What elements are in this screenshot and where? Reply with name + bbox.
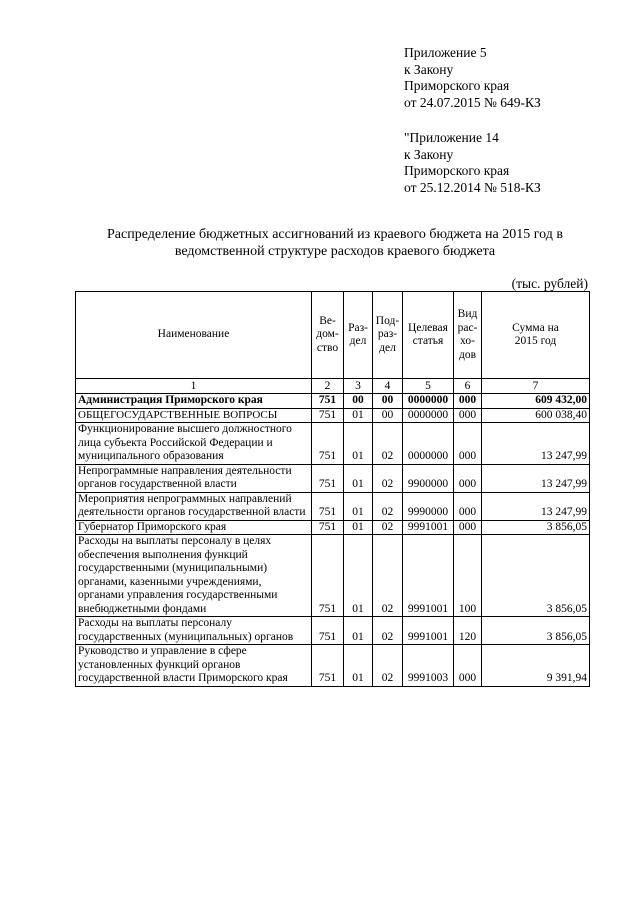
row-ved: 751 [312,423,344,465]
appendix-line: Приморского края [404,163,510,178]
header-vid: Вид рас- хо- дов [454,292,482,379]
header-target: Целевая статья [403,292,454,379]
row-razdel: 00 [344,394,373,409]
title-line: Распределение бюджетных ассигнований из краевого бюджета на 2015 год в [107,227,563,242]
row-ved: 751 [312,408,344,423]
column-number: 2 [312,379,344,394]
row-name: Руководство и управление в сфере установленных функций органов государственной власти Приморского края [76,645,312,687]
row-target: 9991001 [403,520,454,535]
row-name: Функционирование высшего должностного лица субъекта Российской Федерации и муниципального образования [76,423,312,465]
row-name: Расходы на выплаты персоналу государственных (муниципальных) органов [76,617,312,645]
column-number: 7 [482,379,590,394]
table-row [76,520,590,535]
row-vid: 000 [454,408,482,423]
column-number: 1 [76,379,312,394]
row-razdel: 01 [344,423,373,465]
appendix-line: к Закону [404,146,454,162]
row-name: Непрограммные направления деятельности органов государственной власти [76,464,312,492]
row-sum: 3 856,05 [482,535,590,617]
row-podrazdel: 02 [373,423,403,465]
row-ved: 751 [312,645,344,687]
row-name: Расходы на выплаты персоналу в целях обеспечения выполнения функций государственными (муниципальными) органами, казенными учреждениями, органами управления государственными внебюджетными фондами [76,535,312,617]
table-header-row [76,292,590,379]
appendix-current-block [404,45,541,111]
row-vid: 120 [454,617,482,645]
row-ved: 751 [312,617,344,645]
row-podrazdel: 02 [373,645,403,687]
row-sum: 600 038,40 [482,408,590,423]
header-ved: Ве- дом- ство [312,292,344,379]
row-razdel: 01 [344,645,373,687]
row-razdel: 01 [344,408,373,423]
table-row [76,617,590,645]
row-sum: 609 432,00 [482,394,590,409]
column-number: 4 [373,379,403,394]
header-name: Наименование [76,292,312,379]
appendix-line: Приложение 5 [404,45,487,60]
row-name: Мероприятия непрограммных направлений деятельности органов государственной власти [76,492,312,520]
row-ved: 751 [312,492,344,520]
row-razdel: 01 [344,520,373,535]
appendix-line: к Закону [404,61,454,77]
document-title [70,226,600,260]
appendix-line: от 24.07.2015 № 649-КЗ [404,94,541,110]
row-sum: 13 247,99 [482,423,590,465]
appendix-line: от 25.12.2014 № 518-КЗ [404,179,541,195]
row-name: Губернатор Приморского края [76,520,312,535]
appendix-line: Приморского края [404,78,510,93]
row-razdel: 01 [344,617,373,645]
row-ved: 751 [312,394,344,409]
column-number: 5 [403,379,454,394]
row-sum: 13 247,99 [482,492,590,520]
row-target: 9991001 [403,617,454,645]
appendix-line: "Приложение 14 [404,130,499,145]
title-line: ведомственной структуре расходов краевого бюджета [174,244,496,259]
row-ved: 751 [312,535,344,617]
row-target: 0000000 [403,408,454,423]
row-ved: 751 [312,520,344,535]
row-podrazdel: 02 [373,617,403,645]
row-sum: 3 856,05 [482,520,590,535]
row-vid: 000 [454,492,482,520]
row-sum: 13 247,99 [482,464,590,492]
table-row [76,394,590,409]
row-podrazdel: 00 [373,408,403,423]
row-razdel: 01 [344,535,373,617]
budget-table [75,291,590,687]
row-podrazdel: 02 [373,492,403,520]
row-vid: 000 [454,645,482,687]
row-name: Администрация Приморского края [76,394,312,409]
column-number: 3 [344,379,373,394]
table-row [76,645,590,687]
table-row [76,492,590,520]
row-target: 9990000 [403,492,454,520]
row-name: ОБЩЕГОСУДАРСТВЕННЫЕ ВОПРОСЫ [76,408,312,423]
row-vid: 000 [454,423,482,465]
row-sum: 9 391,94 [482,645,590,687]
row-target: 0000000 [403,394,454,409]
units-label: (тыс. рублей) [511,276,588,291]
row-ved: 751 [312,464,344,492]
row-target: 9900000 [403,464,454,492]
header-razdel: Раз- дел [344,292,373,379]
row-podrazdel: 02 [373,464,403,492]
table-row [76,408,590,423]
row-vid: 100 [454,535,482,617]
header-sum: Сумма на 2015 год [482,292,590,379]
column-number: 6 [454,379,482,394]
table-row [76,464,590,492]
table-row [76,535,590,617]
row-podrazdel: 02 [373,520,403,535]
row-target: 9991001 [403,535,454,617]
row-vid: 000 [454,520,482,535]
row-vid: 000 [454,394,482,409]
row-sum: 3 856,05 [482,617,590,645]
row-target: 9991003 [403,645,454,687]
appendix-original-block [404,130,541,196]
column-numbers-row [76,379,590,394]
table-row [76,423,590,465]
row-podrazdel: 00 [373,394,403,409]
row-podrazdel: 02 [373,535,403,617]
row-vid: 000 [454,464,482,492]
row-razdel: 01 [344,492,373,520]
header-podrazdel: Под- раз- дел [373,292,403,379]
row-target: 0000000 [403,423,454,465]
row-razdel: 01 [344,464,373,492]
